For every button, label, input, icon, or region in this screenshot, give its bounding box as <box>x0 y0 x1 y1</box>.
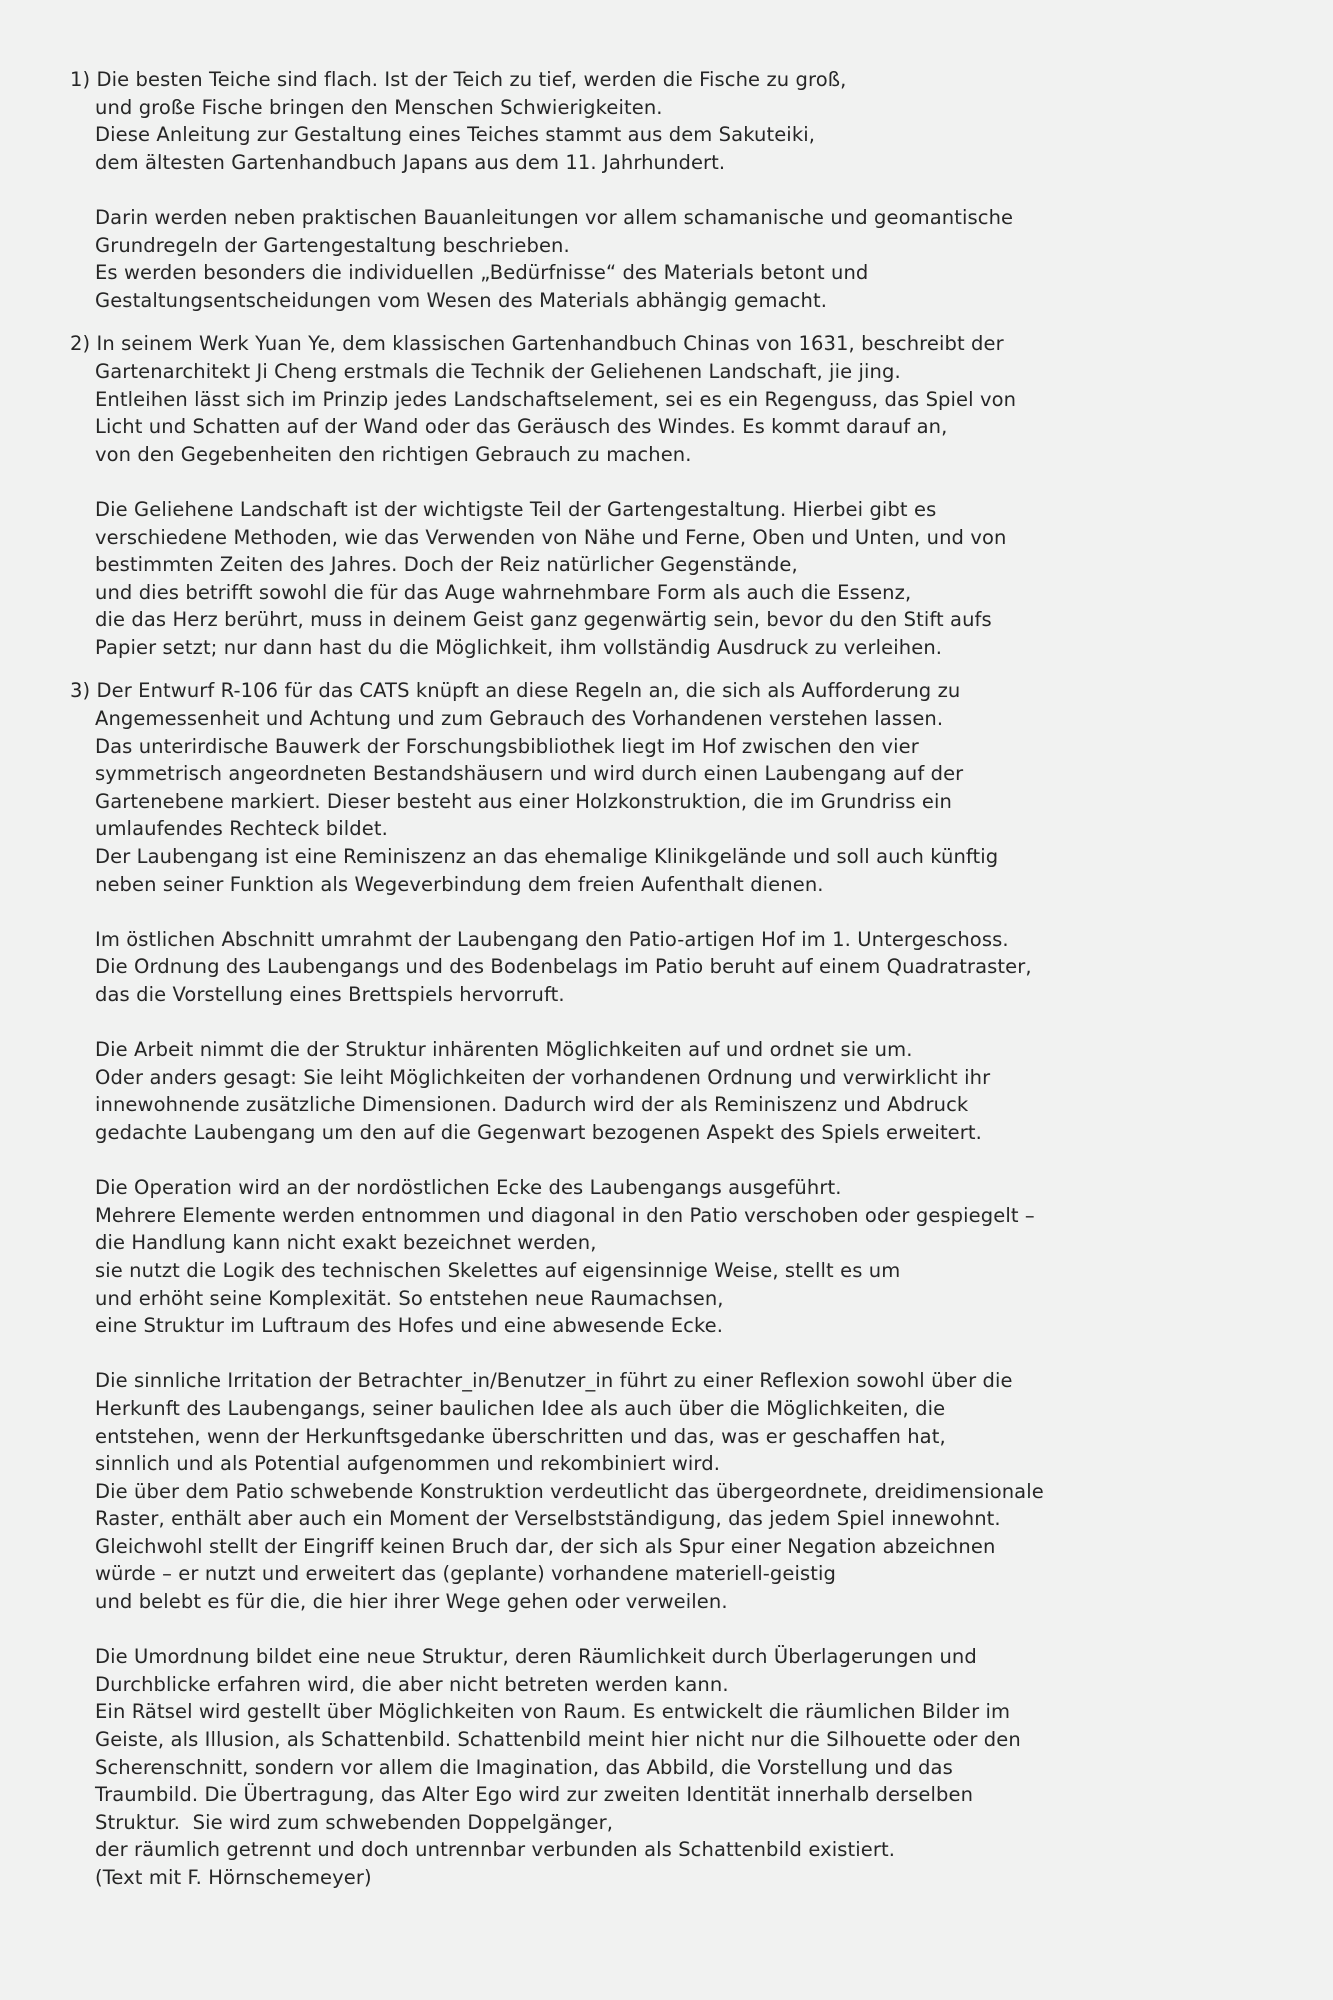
text-line: Licht und Schatten auf der Wand oder das Geräusch des Windes. Es kommt darauf an, <box>95 415 948 439</box>
text-line: sinnlich und als Potential aufgenommen und rekombiniert wird. <box>95 1452 720 1476</box>
text-line: Die besten Teiche sind flach. Ist der Teich zu tief, werden die Fische zu groß, <box>96 68 847 91</box>
text-line: Die Ordnung des Laubengangs und des Bodenbelags im Patio beruht auf einem Quadratraster, <box>95 955 1032 979</box>
text-line: die das Herz berührt, muss in deinem Geist ganz gegenwärtig sein, bevor du den Stift aufs <box>95 608 992 632</box>
text-line: entstehen, wenn der Herkunftsgedanke überschritten und das, was er geschaffen hat, <box>95 1424 946 1448</box>
text-line: Gartenarchitekt Ji Cheng erstmals die Technik der Geliehenen Landschaft, jie jing. <box>95 359 901 383</box>
text-line: Diese Anleitung zur Gestaltung eines Teiches stammt aus dem Sakuteiki, <box>95 123 816 147</box>
paragraph-gap <box>95 1616 1300 1644</box>
text-line: gedachte Laubengang um den auf die Gegenwart bezogenen Aspekt des Spiels erweitert. <box>95 1120 982 1144</box>
text-line: von den Gegebenheiten den richtigen Gebrauch zu machen. <box>95 442 692 466</box>
section-1 <box>70 66 1300 314</box>
text-line: (Text mit F. Hörnschemeyer) <box>95 1866 372 1889</box>
text-line: verschiedene Methoden, wie das Verwenden von Nähe und Ferne, Oben und Unten, und von <box>95 525 1007 549</box>
paragraph-gap <box>95 1009 1300 1037</box>
paragraph-gap <box>95 1147 1300 1175</box>
text-line: symmetrisch angeordneten Bestandshäusern und wird durch einen Laubengang auf der <box>95 762 964 786</box>
section-number: 2) <box>70 332 91 356</box>
text-line: Die Umordnung bildet eine neue Struktur, deren Räumlichkeit durch Überlagerungen und <box>95 1645 977 1669</box>
text-line: und belebt es für die, die hier ihrer Wege gehen oder verweilen. <box>95 1590 728 1614</box>
text-line: Durchblicke erfahren wird, die aber nicht betreten werden kann. <box>95 1672 729 1696</box>
text-line: Der Laubengang ist eine Reminiszenz an das ehemalige Klinikgelände und soll auch künftig <box>95 845 999 869</box>
text-line: Gartenebene markiert. Dieser besteht aus einer Holzkonstruktion, die im Grundriss ein <box>95 789 952 813</box>
section-first-line <box>70 677 1300 705</box>
section-number: 3) <box>70 679 91 703</box>
text-line: innewohnende zusätzliche Dimensionen. Dadurch wird der als Reminiszenz und Abdruck <box>95 1093 969 1117</box>
text-line: der räumlich getrennt und doch untrennbar verbunden als Schattenbild existiert. <box>95 1838 896 1862</box>
text-line: Scherenschnitt, sondern vor allem die Imagination, das Abbild, die Vorstellung und das <box>95 1755 953 1779</box>
text-line: Raster, enthält aber auch ein Moment der Verselbstständigung, das jedem Spiel innewohnt. <box>95 1507 1001 1531</box>
text-line: Die Arbeit nimmt die der Struktur inhärenten Möglichkeiten auf und ordnet sie um. <box>95 1038 913 1062</box>
paragraph-gap <box>95 898 1300 926</box>
text-line: würde – er nutzt und erweitert das (geplante) vorhandene materiell-geistig <box>95 1562 836 1586</box>
text-line: sie nutzt die Logik des technischen Skelettes auf eigensinnige Weise, stellt es um <box>95 1258 901 1282</box>
document-text <box>70 66 1300 1892</box>
text-line: Es werden besonders die individuellen „Bedürfnisse“ des Materials betont und <box>95 261 869 285</box>
text-line: eine Struktur im Luftraum des Hofes und eine abwesende Ecke. <box>95 1314 724 1338</box>
text-line: Herkunft des Laubengangs, seiner baulichen Idee als auch über die Möglichkeiten, die <box>95 1396 946 1420</box>
text-line: bestimmten Zeiten des Jahres. Doch der Reiz natürlicher Gegenstände, <box>95 553 798 577</box>
section-body <box>70 358 1300 662</box>
text-line: Geiste, als Illusion, als Schattenbild. Schattenbild meint hier nicht nur die Silhouette oder den <box>95 1728 1021 1752</box>
text-line: Das unterirdische Bauwerk der Forschungsbibliothek liegt im Hof zwischen den vier <box>95 734 919 758</box>
text-line: Darin werden neben praktischen Bauanleitungen vor allem schamanische und geomantische <box>95 205 1014 229</box>
text-line: Grundregeln der Gartengestaltung beschrieben. <box>95 233 570 257</box>
text-line: und große Fische bringen den Menschen Schwierigkeiten. <box>95 95 663 119</box>
text-line: Traumbild. Die Übertragung, das Alter Ego wird zur zweiten Identität innerhalb derselben <box>95 1783 974 1807</box>
text-line: Mehrere Elemente werden entnommen und diagonal in den Patio verschoben oder gespiegelt – <box>95 1203 1035 1227</box>
section-body <box>70 705 1300 1892</box>
section-first-line <box>70 66 1300 94</box>
section-3 <box>70 677 1300 1891</box>
text-line: Die Operation wird an der nordöstlichen Ecke des Laubengangs ausgeführt. <box>95 1176 842 1200</box>
section-body <box>70 94 1300 315</box>
text-line: Entleihen lässt sich im Prinzip jedes Landschaftselement, sei es ein Regenguss, das Spiel von <box>95 387 1017 411</box>
text-line: Die über dem Patio schwebende Konstruktion verdeutlicht das übergeordnete, dreidimensionale <box>95 1479 1044 1503</box>
text-line: neben seiner Funktion als Wegeverbindung dem freien Aufenthalt dienen. <box>95 872 824 896</box>
text-line: Die Geliehene Landschaft ist der wichtigste Teil der Gartengestaltung. Hierbei gibt es <box>95 497 937 521</box>
text-line: Gleichwohl stellt der Eingriff keinen Bruch dar, der sich als Spur einer Negation abzeichnen <box>95 1534 996 1558</box>
text-line: Der Entwurf R-106 für das CATS knüpft an diese Regeln an, die sich als Aufforderung zu <box>96 679 961 703</box>
text-line: umlaufendes Rechteck bildet. <box>95 817 388 841</box>
text-line: und erhöht seine Komplexität. So entstehen neue Raumachsen, <box>95 1286 724 1310</box>
section-number: 1) <box>70 68 91 91</box>
text-line: Ein Rätsel wird gestellt über Möglichkeiten von Raum. Es entwickelt die räumlichen Bilder im <box>95 1700 1011 1724</box>
section-first-line <box>70 330 1300 358</box>
text-line: Struktur. Sie wird zum schwebenden Doppelgänger, <box>95 1810 614 1834</box>
text-line: und dies betrifft sowohl die für das Auge wahrnehmbare Form als auch die Essenz, <box>95 580 912 604</box>
paragraph-gap <box>95 176 1300 204</box>
section-2 <box>70 330 1300 661</box>
text-line: die Handlung kann nicht exakt bezeichnet werden, <box>95 1231 597 1255</box>
paragraph-gap <box>95 1340 1300 1368</box>
text-line: Papier setzt; nur dann hast du die Möglichkeit, ihm vollständig Ausdruck zu verleihen. <box>95 635 943 659</box>
text-line: das die Vorstellung eines Brettspiels hervorruft. <box>95 983 565 1006</box>
text-line: Angemessenheit und Achtung und zum Gebrauch des Vorhandenen verstehen lassen. <box>95 707 944 731</box>
text-line: In seinem Werk Yuan Ye, dem klassischen Gartenhandbuch Chinas von 1631, beschreibt der <box>96 332 1004 356</box>
text-line: dem ältesten Gartenhandbuch Japans aus dem 11. Jahrhundert. <box>95 150 726 174</box>
paragraph-gap <box>95 468 1300 496</box>
text-line: Gestaltungsentscheidungen vom Wesen des Materials abhängig gemacht. <box>95 288 827 312</box>
text-line: Die sinnliche Irritation der Betrachter_in/Benutzer_in führt zu einer Reflexion sowohl über die <box>95 1369 1013 1393</box>
text-line: Oder anders gesagt: Sie leiht Möglichkeiten der vorhandenen Ordnung und verwirklicht ihr <box>95 1065 991 1089</box>
text-line: Im östlichen Abschnitt umrahmt der Laubengang den Patio-artigen Hof im 1. Untergeschoss. <box>95 927 1009 951</box>
